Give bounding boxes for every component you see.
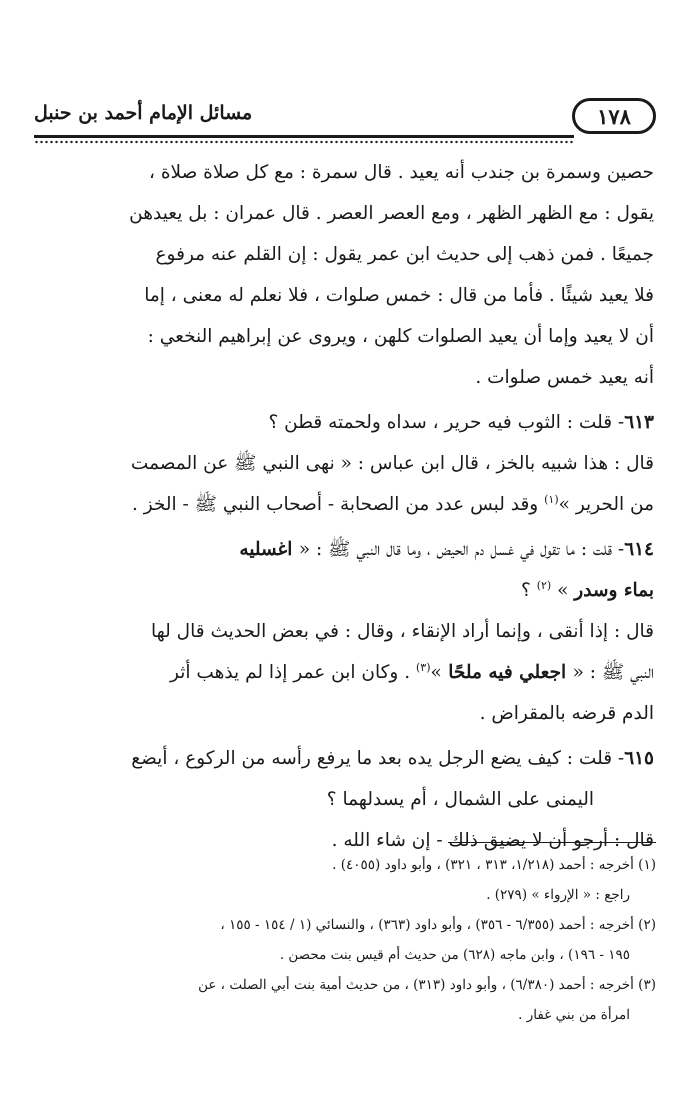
- question-text: - قلت : كيف يضع الرجل يده بعد ما يرفع رأسه من الركوع ، أيضع: [131, 748, 625, 769]
- issue-number: ٦١٤: [624, 539, 654, 560]
- question-line: [44, 738, 654, 779]
- issue-613: [44, 402, 654, 525]
- issue-number: ٦١٥: [624, 748, 654, 769]
- header-rule: [34, 135, 574, 138]
- page-number: ١٧٨: [572, 98, 656, 134]
- question-text: - قلت : ما تقول في غسل دم الحيض ، وما قال النبي ﷺ : «: [298, 539, 625, 560]
- question-line: اليمنى على الشمال ، أم يسدلهما ؟: [326, 789, 594, 810]
- text-line: أن لا يعيد وإما أن يعيد الصلوات كلهن ، ويروى عن إبراهيم النخعي :: [147, 326, 654, 347]
- question-text: - قلت : الثوب فيه حرير ، سداه ولحمته قطن ؟: [268, 412, 625, 433]
- answer-line: قال : هذا شبيه بالخز ، قال ابن عباس : « نهى النبي ﷺ عن المصمت: [130, 453, 654, 474]
- answer-text: »: [430, 662, 442, 683]
- hadith-quote: اغسليه: [239, 539, 299, 560]
- intro-paragraph: [44, 152, 654, 398]
- question-text: ؟: [520, 580, 537, 601]
- text-line: حصين وسمرة بن جندب أنه يعيد . قال سمرة : مع كل صلاة صلاة ،: [148, 162, 654, 183]
- text-line: فلا يعيد شيئًا . فأما من قال : خمس صلوات ، فلا نعلم له معنى ، إما: [144, 285, 654, 306]
- running-title: مسائل الإمام أحمد بن حنبل: [34, 102, 253, 124]
- footnote-ref: (٣): [416, 660, 431, 674]
- answer-text: . وكان ابن عمر إذا لم يذهب أثر: [170, 662, 416, 683]
- text-line: يقول : مع الظهر الظهر ، ومع العصر العصر . قال عمران : بل يعيدهن: [129, 203, 654, 224]
- footnote-line: (٣) أخرجه : أحمد (٦/٣٨٠) ، وأبو داود (٣١٣) ، من حديث أمية بنت أبي الصلت ، عن: [198, 977, 656, 993]
- text-line: أنه يعيد خمس صلوات .: [475, 367, 654, 388]
- issue-number: ٦١٣: [624, 412, 654, 433]
- question-text: »: [551, 580, 575, 601]
- text-line: جميعًا . فمن ذهب إلى حديث ابن عمر يقول : إن القلم عنه مرفوع: [155, 244, 654, 265]
- footnote-line: امرأة من بني غفار .: [518, 1007, 630, 1023]
- answer-text: وقد لبس عدد من الصحابة - أصحاب النبي ﷺ - الخز .: [131, 494, 545, 515]
- answer-line: قال : أرجو أن لا يضيق ذلك - إن شاء الله .: [331, 830, 654, 851]
- footnote-line: (١) أخرجه : أحمد (١/٢١٨، ٣١٣ ، ٣٢١) ، وأبو داود (٤٠٥٥) .: [332, 857, 656, 873]
- answer-text: من الحرير »: [558, 494, 654, 515]
- question-line: [44, 529, 654, 570]
- page-header: [34, 96, 654, 140]
- answer-line: [44, 484, 654, 525]
- footnotes: [44, 850, 656, 1030]
- main-text: [44, 152, 654, 861]
- footnote-line: راجع : « الإرواء » (٢٧٩) .: [486, 887, 630, 903]
- footnote-ref: (٢): [536, 578, 552, 592]
- question-line: [44, 570, 654, 611]
- hadith-quote: بماء وسدر: [574, 580, 654, 601]
- header-dotted-rule: [34, 140, 574, 144]
- answer-line: قال : إذا أنقى ، وإنما أراد الإنقاء ، وقال : في بعض الحديث قال لها: [151, 621, 654, 642]
- footnote-line: ١٩٥ - ١٩٦) ، وابن ماجه (٦٢٨) من حديث أم قيس بنت محصن .: [279, 947, 630, 963]
- footnote-separator: [448, 842, 656, 843]
- footnote-line: (٢) أخرجه : أحمد (٦/٣٥٥ - ٣٥٦) ، وأبو داود (٣٦٣) ، والنسائي (١ / ١٥٤ - ١٥٥ ،: [220, 917, 656, 933]
- answer-line: [44, 652, 654, 693]
- issue-614: [44, 529, 654, 734]
- answer-text: النبي ﷺ : «: [572, 662, 654, 683]
- question-line: [44, 402, 654, 443]
- hadith-quote: اجعلي فيه ملحًا: [441, 662, 573, 683]
- answer-line: الدم قرضه بالمقراض .: [479, 703, 654, 724]
- footnote-ref: (١): [544, 492, 559, 506]
